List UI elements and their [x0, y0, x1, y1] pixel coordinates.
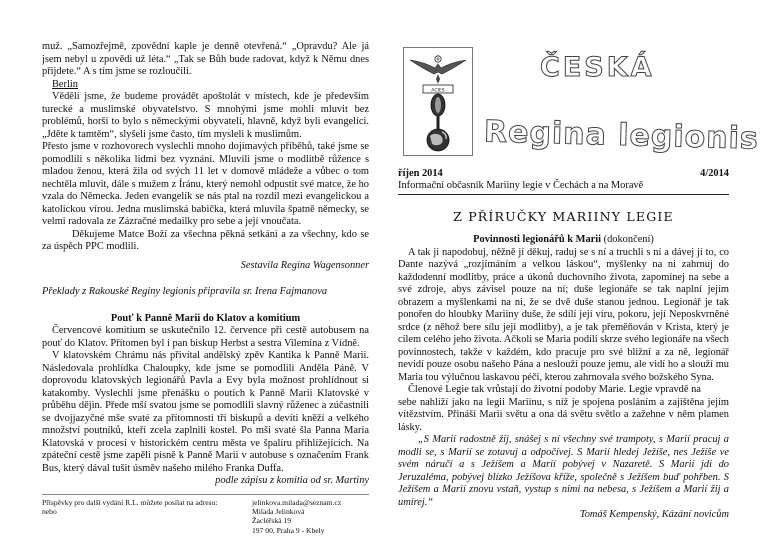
masthead-title-regina-legionis: Regina legionis [483, 114, 760, 157]
issue-meta [398, 168, 729, 180]
vexillum-icon [404, 48, 472, 155]
article-paragraph-1: A tak ji napodobuj, něžně jí děkuj, raduj se s ní a truchli s ní a dávej jí to, co Dante nazývá „rozjímáním a velkou láskou“, myšlenky na ni zahrnuj do každodenní modlitby, práce a úkonů duchovního života, zapomínej na sebe a své zdroje, abys závisel pouze na ní; duše legionáře se tak naplní jejím obrazem a myšlenkami na ni, že se dvě duše stanou jednou. Legionář je tak ponořen do hloubky Mariiny duše, že sdílí její víru, pokoru, její Neposkvrněné srdce (z něhož bere sílu její modlitby), a je tak přeměňován v Krista, který je cílem celého jeho života. Ačkoli se Maria podílí skrze svého legionáře na všech povinnostech, takže v každém, kdo pracuje pro své bližní a za ně, legionář nevidí pouze osobu našeho Pána a neslouží pouze jemu, ale vidí ho a slouží mu Maria tou výlučnou laskavou péčí, kterou zahrnovala svého božského Syna. [398, 246, 729, 383]
footer-city: 197 00, Praha 9 - Kbely [252, 525, 325, 535]
klatovy-paragraph-1: Červencové komitium se uskutečnilo 12. července při cestě autobusem na pouť do Klatov. Přítomen byl i pan biskup Herbst a sestra Vilemína z Vídně. [42, 325, 369, 349]
berlin-paragraph-3: Děkujeme Matce Boží za všechna pěkná setkání a za všechny, kdo se za úspěch PPC modlili. [42, 228, 369, 252]
article-paragraph-2-line1: Členové Legie tak vrůstají do životní podoby Marie. Legie vpravdě na [408, 384, 701, 395]
berlin-paragraph-2: Přesto jsme v rozhovorech vyslechli mnoho dojímavých příběhů, také jsme se pomodlili s několika lidmi bez vyznání. Mluvili jsme o modlitbě růžence s mladou ženou, která žila od svých 11 let v domově mládeže a vůbec o tom nechtěla mluvit, dále s mužem z Íránu, který nemohl odpustit své matce, že ho vzala do Německa. Jeden evangelík se nás ptal na rozdíl mezi evangelickou a katolickou vírou. Jedna muslimská babička, která mluvila špatně německy, se velmi radovala ze Zázračné medailky pro sebe a její vnoučata. [42, 141, 369, 227]
logo-banner-text: ACIES [431, 88, 445, 94]
article-heading [398, 234, 729, 247]
issue-date: říjen 2014 [398, 168, 443, 179]
footer-left [42, 498, 242, 536]
klatovy-signature: podle zápisu z komitia od sr. Martiny [215, 475, 369, 486]
berlin-heading-wrap [42, 79, 369, 92]
footer-submit-text: Příspěvky pro další vydání R.L. můžete posílat na adresu: [42, 497, 218, 507]
right-column [398, 168, 729, 522]
berlin-signature: Sestavila Regina Wagensonner [240, 259, 369, 271]
footer-right [242, 498, 341, 536]
kempis-quote: „S Marií radostně žij, snášej s ní všechny své trampoty, s Marií pracuj a modli se, s Marií se zotavuj a odpočívej. S Marií hledej Ježíše, nes Ježíše ve svém náručí a s Ježíšem a Marií pobývej v Nazaretě. S Marií jdi do Jeruzaléma, pobývej blízko Ježíšova kříže, společně s Ježíšem buď pohřben. S Ježíšem a Marií znovu vstaň, vystup s nimi na nebesa, s Ježíšem a Marií žij a umírej.“ [398, 434, 729, 508]
klatovy-paragraph-2: V klatovském Chrámu nás přivítal andělský zpěv Kantika k Panně Marii. Následovala prohlídka Chaloupky, kde jsme se pomodlili Anděla Páně. V doprovodu klatovských legionářů Pavla a Evy byla možnost prohlídnout si katakomby. Vyslechli jsme přenášku o poutích k Panně Marii Klatovské v průběhu dějin. Přede mší svatou jsme se pomodlili slavný růženec a zúčastnili se dvojjazyčné mše svaté za přítomnosti tří biskupů a devíti kněží a velkého množství poutníků, kteří zcela zaplnili kostel. Po mši svaté šla Panna Maria Klatovská v procesí v historickém centru města ve špalíru přihlížejících. Na zpáteční cestě jsme zapěli písně k Panně Marii v autobuse s označením Frank Bus, který dával tušit úsměv našeho milého Franka Duffa. [42, 350, 369, 474]
footer-divider [42, 494, 369, 495]
footer-or-text: nebo [42, 506, 57, 516]
intro-paragraph: muž. „Samozřejmě, zpovědní kaple je denně otevřená.“ „Opravdu? Ale já jsem nebyl u zpovědi už léta.“ „Tak se Bůh bude radovat, když k Němu dnes přijdete.“ A s tím jsme se rozloučili. [42, 41, 369, 77]
berlin-paragraph-1: Věděli jsme, že budeme provádět apoštolát v místech, kde je především turecké a muslimské obyvatelstvo. S mnohými jsme mohli mluvit bez problémů, horší to bylo s německými obyvateli, hlavně, když byli evangelíci. „Jděte k tamtěm“, slyšeli jsme často, tím mysleli k muslimům. [42, 91, 369, 140]
footer-name: Milada Jelinková [252, 506, 305, 516]
legion-logo [403, 47, 473, 156]
klatovy-heading: Pouť k Panně Marii do Klatov a komitium [110, 312, 301, 324]
left-column [42, 41, 369, 535]
newsletter-subtitle: Informační občasník Mariiny legie v Čechách a na Moravě [398, 180, 729, 195]
article-heading-note: (dokončení) [603, 234, 654, 245]
quote-attribution: Tomáš Kempenský, Kázání novicům [579, 509, 729, 520]
contact-footer [42, 498, 369, 536]
translation-credit: Překlady z Rakouské Reginy legionis připravila sr. Irena Fajmanova [42, 286, 328, 297]
footer-street: Žacléřská 19 [252, 516, 292, 526]
article-paragraph-2: sebe nahlíží jako na legii Mariinu, s níž je spojena posláním a zajištěna jejím vítězstvím. Přináší Marii světu a ona dá světu světlo a zažehne v něm plamen lásky. [398, 396, 729, 433]
issue-number: 4/2014 [700, 168, 729, 179]
section-title: Z PŘÍRUČKY MARIINY LEGIE [453, 209, 674, 224]
berlin-heading: Berlin [52, 78, 78, 90]
masthead-title-ceska: ČESKÁ [540, 52, 655, 83]
footer-email-link[interactable]: jelinkova.milada@seznam.cz [252, 497, 342, 507]
article-heading-bold: Povinnosti legionářů k Marii [473, 234, 602, 245]
